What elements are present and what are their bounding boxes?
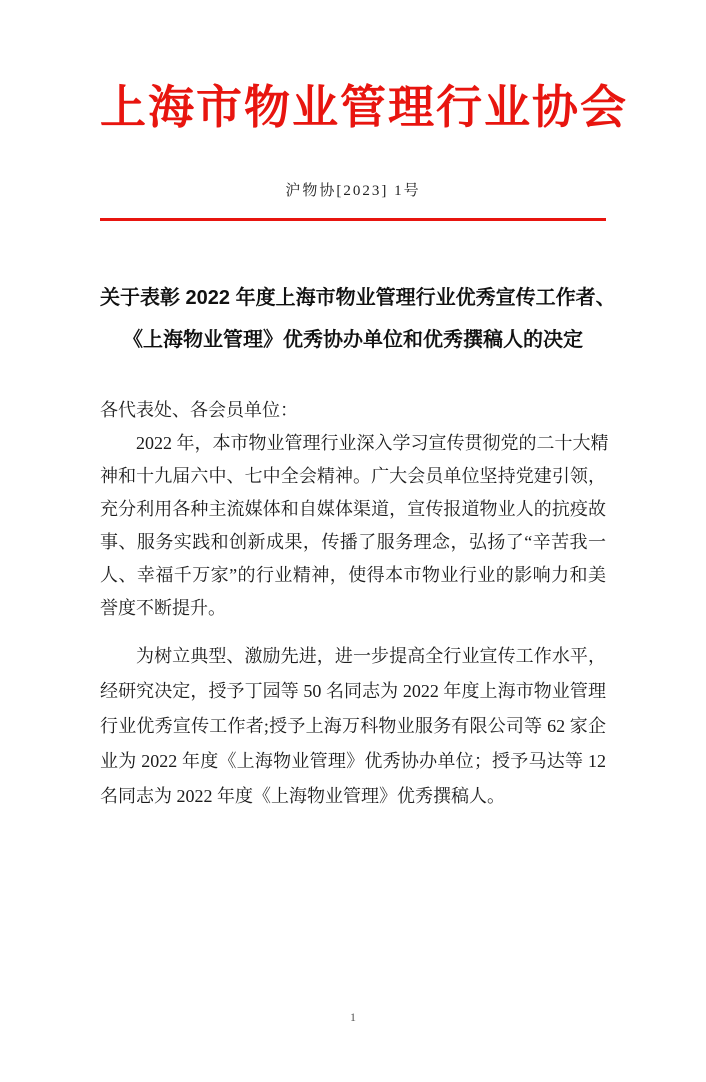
red-divider-line <box>100 218 606 221</box>
body-line: 名同志为 2022 年度《上海物业管理》优秀撰稿人。 <box>100 786 505 807</box>
page-number: 1 <box>350 1010 356 1024</box>
paragraph-2 <box>100 639 606 814</box>
salutation: 各代表处、各会员单位： <box>100 400 298 421</box>
body-line: 誉度不断提升。 <box>100 598 226 619</box>
document-page <box>0 82 706 1082</box>
body-line: 2022 年，本市物业管理行业深入学习宣传贯彻党的二十大精 <box>136 433 609 454</box>
paragraph-1 <box>100 427 609 625</box>
body-line: 人、幸福千万家”的行业精神，使得本市物业行业的影响力和美 <box>100 565 606 586</box>
doc-number: 沪物协[2023] 1号 <box>285 182 421 199</box>
body-line: 充分利用各种主流媒体和自媒体渠道，宣传报道物业人的抗疫故 <box>100 499 606 520</box>
document-title-line1: 关于表彰 2022 年度上海市物业管理行业优秀宣传工作者、 <box>100 287 616 310</box>
document-body <box>100 394 609 814</box>
document-title-line2: 《上海物业管理》优秀协办单位和优秀撰稿人的决定 <box>123 329 583 352</box>
body-line: 行业优秀宣传工作者;授予上海万科物业服务有限公司等 62 家企 <box>100 716 606 737</box>
body-line: 为树立典型、激励先进，进一步提高全行业宣传工作水平， <box>136 646 606 667</box>
org-name-header: 上海市物业管理行业协会 <box>100 82 628 133</box>
body-line: 事、服务实践和创新成果，传播了服务理念，弘扬了“辛苦我一 <box>100 532 606 553</box>
document-title <box>100 277 616 361</box>
body-line: 业为 2022 年度《上海物业管理》优秀协办单位；授予马达等 12 <box>100 751 606 772</box>
body-line: 经研究决定，授予丁园等 50 名同志为 2022 年度上海市物业管理 <box>100 681 606 702</box>
body-line: 神和十九届六中、七中全会精神。广大会员单位坚持党建引领， <box>100 466 606 487</box>
